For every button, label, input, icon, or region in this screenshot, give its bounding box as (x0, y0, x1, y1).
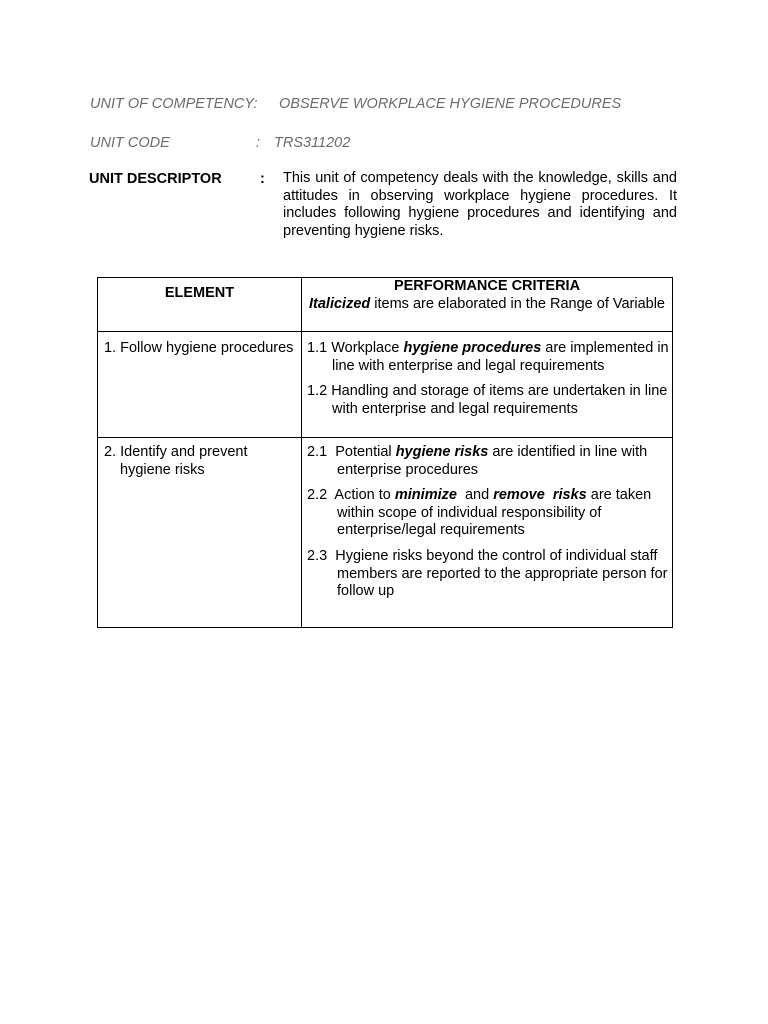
criterion-text: are identified in line with enterprise procedures (337, 444, 648, 478)
criterion-emphasis: remove risks (493, 487, 587, 504)
criterion-text: Potential (327, 444, 396, 460)
criterion-text: Workplace (327, 340, 404, 356)
criteria-cell-2 (307, 444, 672, 601)
unit-code-separator: : (256, 135, 261, 151)
criterion-number: 2.1 (307, 444, 328, 460)
criterion-emphasis: hygiene risks (395, 444, 489, 460)
performance-criteria-title: PERFORMANCE CRITERIA (393, 278, 581, 294)
criterion-1-1 (307, 340, 669, 375)
criterion-text: Hygiene risks beyond the control of individual staff members are reported to the appropriate person for follow up (327, 547, 672, 600)
element-text-1: 1. Follow hygiene procedures (104, 340, 294, 356)
criterion-number: 1.2 (307, 383, 328, 400)
criterion-emphasis: minimize (394, 487, 457, 504)
unit-of-competency-label: UNIT OF COMPETENCY: (90, 96, 258, 112)
performance-criteria-header (302, 278, 672, 313)
criterion-2-2 (307, 487, 669, 540)
element-text-2: 2. Identify and prevent hygiene risks (104, 444, 248, 478)
unit-descriptor-text: This unit of competency deals with the knowledge, skills and attitudes in observing workplace hygiene procedures. It includes following hygiene procedures and identifying and preventing hygiene risks. (283, 170, 677, 239)
competency-table (97, 277, 673, 628)
unit-code-value: TRS311202 (274, 135, 351, 151)
criteria-cell-1 (307, 340, 669, 418)
unit-descriptor-label: UNIT DESCRIPTOR (89, 171, 222, 187)
criterion-text: Action to (327, 487, 395, 504)
criterion-text: are implemented in line with enterprise and legal requirements (332, 340, 669, 374)
criterion-text: and (456, 487, 494, 504)
criterion-number: 2.2 (307, 487, 328, 504)
criterion-text: Handling and storage of items are undertaken in line with enterprise and legal requirements (327, 383, 668, 417)
element-column-header: ELEMENT (164, 285, 235, 301)
unit-of-competency-value: OBSERVE WORKPLACE HYGIENE PROCEDURES (279, 96, 622, 112)
criterion-number: 2.3 (307, 547, 328, 564)
criterion-2-1 (307, 444, 669, 479)
italicized-note-rest: items are elaborated in the Range of Variable (370, 295, 665, 312)
unit-descriptor-separator: : (260, 171, 265, 187)
unit-code-label: UNIT CODE (90, 135, 170, 151)
criterion-1-2 (307, 383, 669, 418)
criterion-emphasis: hygiene procedures (403, 340, 542, 356)
row-divider (98, 437, 672, 438)
criterion-2-3 (307, 547, 672, 601)
header-row-divider (98, 331, 672, 332)
element-cell-1 (104, 340, 294, 358)
element-cell-2 (104, 444, 294, 479)
criterion-number: 1.1 (307, 340, 328, 356)
criterion-text: are taken within scope of individual responsibility of enterprise/legal requirements (337, 487, 652, 539)
italicized-note-emphasis: Italicized (309, 295, 371, 312)
